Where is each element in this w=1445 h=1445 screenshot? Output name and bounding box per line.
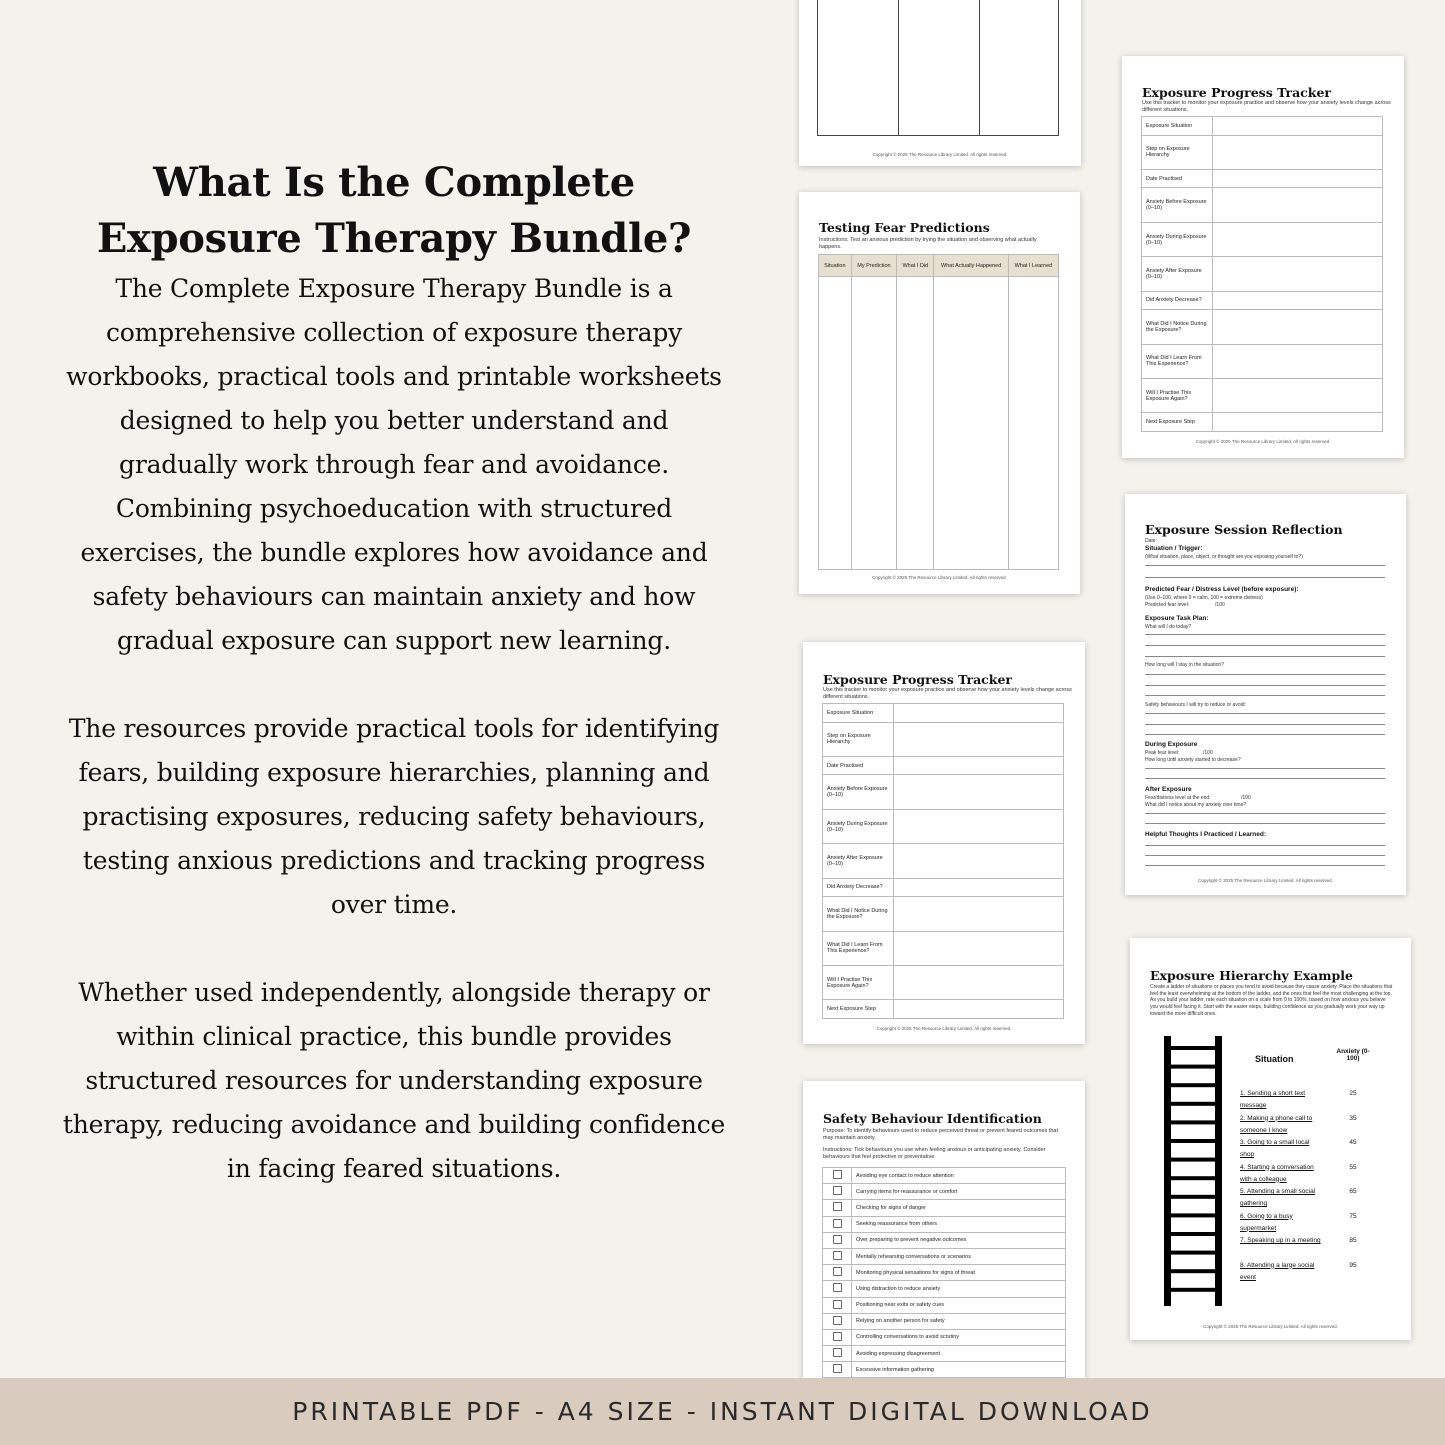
row-entry-cell[interactable]: [894, 897, 1064, 931]
row-entry-cell[interactable]: [894, 704, 1064, 723]
hierarchy-item-value: 75: [1349, 1212, 1357, 1220]
row-label: Did Anxiety Decrease?: [1142, 291, 1213, 310]
hierarchy-item-value: 45: [1349, 1139, 1357, 1146]
row-entry-cell[interactable]: [894, 844, 1064, 878]
row-entry-cell[interactable]: [894, 722, 1064, 756]
table-row: [823, 1313, 1066, 1329]
row-label: What Did I Learn From This Experience?: [1142, 344, 1213, 378]
table-cell[interactable]: [897, 277, 934, 570]
hierarchy-item-label: 4. Starting a conversation with a colleague: [1240, 1163, 1314, 1183]
table-row: [823, 722, 1064, 756]
during-label: During Exposure: [1145, 741, 1198, 748]
table-row: [1142, 135, 1383, 169]
copyright-text: Copyright © 2025 The Resource Library Limited. All rights reserved.: [1203, 1324, 1338, 1329]
behaviour-label: Excessive information gathering: [852, 1362, 1066, 1378]
row-label: Will I Practise This Exposure Again?: [1142, 378, 1213, 412]
copyright-text: Copyright © 2025 The Resource Library Limited. All rights reserved.: [1198, 878, 1333, 883]
worksheet-title: Exposure Hierarchy Example: [1150, 968, 1353, 983]
worksheet-partial-table: [799, 0, 1081, 166]
task-question: What will I do today?: [1145, 624, 1192, 630]
row-entry-cell[interactable]: [1213, 310, 1383, 344]
end-level-label: Fear/distress level at the end:: [1145, 795, 1211, 801]
checkbox[interactable]: [833, 1283, 842, 1292]
table-row: [823, 775, 1064, 809]
checkbox[interactable]: [833, 1316, 842, 1325]
table-row: [823, 1281, 1066, 1297]
safety-behaviour-table: [822, 1167, 1066, 1378]
checkbox[interactable]: [833, 1332, 842, 1341]
behaviour-label: Relying on another person for safety: [852, 1313, 1066, 1329]
column-header: Situation: [819, 255, 852, 277]
predicted-out-of: /100: [1215, 602, 1225, 608]
checkbox[interactable]: [833, 1219, 842, 1228]
table-row: [823, 1200, 1066, 1216]
hierarchy-item-label: 5. Attending a small social gathering: [1240, 1188, 1316, 1207]
table-row: [823, 1362, 1066, 1378]
table-row: [1142, 310, 1383, 344]
table-row: [1142, 188, 1383, 222]
ladder-icon: [1164, 1036, 1222, 1306]
worksheet-progress-tracker-middle: [803, 642, 1085, 1044]
worksheet-title: Exposure Progress Tracker: [823, 672, 1012, 687]
worksheet-subtitle: Use this tracker to monitor your exposure practice and observe how your anxiety levels change across different situations.: [823, 687, 1072, 700]
row-entry-cell[interactable]: [1213, 188, 1383, 222]
end-out-of: /100: [1241, 795, 1251, 801]
row-label: Date Practised: [823, 756, 894, 775]
row-entry-cell[interactable]: [1213, 135, 1383, 169]
table-cell[interactable]: [1008, 277, 1058, 570]
worksheet-hierarchy-example: [1130, 938, 1411, 1340]
after-label: After Exposure: [1145, 786, 1192, 793]
progress-tracker-table: [822, 703, 1064, 1019]
intro-section: [60, 155, 728, 1235]
hierarchy-item-value: 25: [1349, 1090, 1357, 1097]
row-entry-cell[interactable]: [1213, 413, 1383, 432]
worksheet-title: Exposure Session Reflection: [1145, 522, 1343, 537]
task-label: Exposure Task Plan:: [1145, 615, 1209, 622]
anxiety-column-header: Anxiety (0-100): [1336, 1048, 1370, 1062]
partial-table-frame: [817, 0, 1059, 136]
worksheet-title: Exposure Progress Tracker: [1142, 85, 1331, 100]
hierarchy-item-value: 65: [1349, 1188, 1357, 1195]
behaviour-label: Avoiding eye contact to reduce attention: [852, 1168, 1066, 1184]
hierarchy-item-label: 7. Speaking up in a meeting: [1240, 1237, 1321, 1244]
worksheet-testing-fear-predictions: [799, 192, 1080, 594]
peak-out-of: /100: [1203, 750, 1213, 756]
safety-question: Safety behaviours I will try to reduce or avoid:: [1145, 702, 1246, 708]
footer-banner: PRINTABLE PDF - A4 SIZE - INSTANT DIGITAL DOWNLOAD: [0, 1378, 1445, 1445]
table-row: [823, 844, 1064, 878]
hierarchy-item-label: 3. Going to a small local shop: [1240, 1139, 1310, 1158]
row-entry-cell[interactable]: [894, 756, 1064, 775]
behaviour-label: Using distraction to reduce anxiety: [852, 1281, 1066, 1297]
copyright-text: Copyright © 2025 The Resource Library Limited. All rights reserved.: [876, 1026, 1012, 1031]
predicted-level-label: Predicted fear level:: [1145, 602, 1190, 608]
row-label: What Did I Notice During the Exposure?: [823, 897, 894, 931]
copyright-text: Copyright © 2025 The Resource Library Limited. All rights reserved.: [872, 575, 1007, 580]
row-label: Anxiety Before Exposure (0–10): [823, 775, 894, 809]
predicted-label: Predicted Fear / Distress Level (before exposure):: [1145, 586, 1299, 593]
helpful-label: Helpful Thoughts I Practiced / Learned:: [1145, 831, 1266, 838]
table-row: [1142, 344, 1383, 378]
hierarchy-item-label: 8. Attending a large social event: [1240, 1261, 1315, 1281]
row-entry-cell[interactable]: [1213, 117, 1383, 136]
behaviour-label: Positioning near exits or safety cues: [852, 1297, 1066, 1313]
predicted-hint: (Use 0–100, where 0 = calm, 100 = extreme distress): [1145, 595, 1263, 601]
row-entry-cell[interactable]: [1213, 169, 1383, 188]
table-row: [823, 1265, 1066, 1281]
table-row: [823, 1329, 1066, 1345]
intro-paragraph-2: The resources provide practical tools for identifying fears, building exposure hierarchies, planning and practising exposures, reducing safety behaviours, testing anxious predictions and tracking progress over time.: [68, 714, 720, 919]
checkbox[interactable]: [833, 1267, 842, 1276]
row-label: Anxiety Before Exposure (0–10): [1142, 188, 1213, 222]
row-label: Anxiety After Exposure (0–10): [1142, 257, 1213, 291]
row-label: What Did I Learn From This Experience?: [823, 931, 894, 965]
worksheet-safety-behaviour: [803, 1081, 1085, 1391]
copyright-text: Copyright © 2025 The Resource Library Limited. All rights reserved.: [1195, 439, 1331, 444]
column-header: What I Learned: [1008, 255, 1058, 277]
row-entry-cell[interactable]: [1213, 291, 1383, 310]
behaviour-label: Monitoring physical sensations for signs of threat: [852, 1265, 1066, 1281]
row-label: Exposure Situation: [823, 704, 894, 723]
table-row: [1142, 169, 1383, 188]
table-row: [823, 878, 1064, 897]
table-row: [823, 756, 1064, 775]
checkbox[interactable]: [833, 1202, 842, 1211]
worksheet-progress-tracker-right: [1122, 56, 1404, 458]
table-row: [1142, 378, 1383, 412]
page-title: What Is the Complete Exposure Therapy Bundle?: [96, 159, 692, 262]
row-label: Anxiety After Exposure (0–10): [823, 844, 894, 878]
table-cell[interactable]: [934, 277, 1008, 570]
table-row: [823, 1346, 1066, 1362]
row-label: Anxiety During Exposure (0–10): [823, 809, 894, 843]
table-row: [823, 1184, 1066, 1200]
column-header: My Prediction: [851, 255, 897, 277]
row-entry-cell[interactable]: [1213, 344, 1383, 378]
intro-paragraph-3: Whether used independently, alongside therapy or within clinical practice, this bundle provides structured resources for understanding exposure therapy, reducing avoidance and building confidence in facing feared situations.: [62, 978, 726, 1183]
row-entry-cell[interactable]: [894, 775, 1064, 809]
checkbox[interactable]: [833, 1300, 842, 1309]
checkbox[interactable]: [833, 1170, 842, 1179]
hierarchy-intro: Create a ladder of situations or places you tend to avoid because they cause anxiety. Place the situations that feel the least overwhelming at the bottom of the ladder, and the ones that feel the most challenging at the top. As you build your ladder, rate each situation on a scale from 0 to 100%, based on how anxious you believe you would feel facing it. Start with the easier steps, building confidence as you gradually work your way up toward the more difficult ones.: [1150, 984, 1393, 1017]
worksheet-subtitle: Use this tracker to monitor your exposure practice and observe how your anxiety levels change across different situations.: [1142, 100, 1391, 113]
hierarchy-item-value: 85: [1349, 1237, 1357, 1244]
table-row: [823, 1248, 1066, 1264]
row-entry-cell[interactable]: [894, 809, 1064, 843]
table-cell[interactable]: [819, 277, 852, 570]
row-label: Did Anxiety Decrease?: [823, 878, 894, 897]
worksheet-session-reflection: [1125, 494, 1406, 895]
hierarchy-item-label: 6. Going to a busy supermarket: [1240, 1212, 1293, 1232]
situation-hint: (What situation, place, object, or thought are you exposing yourself to?): [1145, 554, 1303, 560]
hierarchy-item-label: 1. Sending a short text message: [1240, 1090, 1306, 1109]
checkbox[interactable]: [833, 1186, 842, 1195]
situation-label: Situation / Trigger:: [1145, 545, 1203, 552]
row-label: What Did I Notice During the Exposure?: [1142, 310, 1213, 344]
table-row: [1142, 291, 1383, 310]
table-row: [823, 1216, 1066, 1232]
column-header: What I Did: [897, 255, 934, 277]
row-entry-cell[interactable]: [894, 1000, 1064, 1019]
notice-question: What did I notice about my anxiety over time?: [1145, 802, 1247, 808]
row-label: Step on Exposure Hierarchy: [1142, 135, 1213, 169]
row-entry-cell[interactable]: [894, 931, 1064, 965]
worksheet-title: Safety Behaviour Identification: [823, 1111, 1042, 1126]
row-label: Date Practised: [1142, 169, 1213, 188]
hierarchy-item-value: 95: [1349, 1261, 1357, 1269]
behaviour-label: Over preparing to prevent negative outcomes: [852, 1232, 1066, 1248]
hierarchy-item-value: 35: [1349, 1114, 1357, 1122]
row-entry-cell[interactable]: [1213, 257, 1383, 291]
row-entry-cell[interactable]: [894, 965, 1064, 999]
date-label: Date:: [1145, 538, 1157, 544]
hierarchy-item-value: 55: [1349, 1163, 1357, 1171]
column-header: What Actually Happened: [934, 255, 1008, 277]
table-row: [823, 1168, 1066, 1184]
row-label: Next Exposure Step: [1142, 413, 1213, 432]
safety-purpose: Purpose: To identify behaviours used to reduce perceived threat or prevent feared outcomes that may maintain anxiety.: [823, 1128, 1059, 1141]
hierarchy-item-label: 2. Making a phone call to someone I know: [1240, 1114, 1313, 1134]
row-entry-cell[interactable]: [894, 878, 1064, 897]
table-row: [823, 704, 1064, 723]
behaviour-label: Avoiding expressing disagreement: [852, 1346, 1066, 1362]
table-row: [1142, 257, 1383, 291]
peak-question: How long until anxiety started to decrease?: [1145, 757, 1241, 763]
row-label: Anxiety During Exposure (0–10): [1142, 222, 1213, 256]
table-row: [823, 965, 1064, 999]
table-row: [823, 809, 1064, 843]
behaviour-label: Carrying items for reassurance or comfort: [852, 1184, 1066, 1200]
row-entry-cell[interactable]: [1213, 222, 1383, 256]
worksheet-title: Testing Fear Predictions: [819, 220, 990, 235]
table-row: [823, 931, 1064, 965]
table-row: [823, 1297, 1066, 1313]
checkbox[interactable]: [833, 1235, 842, 1244]
behaviour-label: Seeking reassurance from others: [852, 1216, 1066, 1232]
fear-predictions-table: [818, 254, 1059, 570]
behaviour-label: Controlling conversations to avoid scrutiny: [852, 1329, 1066, 1345]
table-row: [1142, 222, 1383, 256]
table-row: [1142, 413, 1383, 432]
stay-question: How long will I stay in the situation?: [1145, 662, 1224, 668]
table-cell[interactable]: [851, 277, 897, 570]
intro-paragraph-1: The Complete Exposure Therapy Bundle is a comprehensive collection of exposure therapy workbooks, practical tools and printable worksheets designed to help you better understand and gradually work through fear and avoidance. Combining psychoeducation with structured exercises, the bundle explores how avoidance and safety behaviours can maintain anxiety and how gradual exposure can support new learning.: [66, 274, 722, 655]
copyright-text: Copyright © 2025 The Resource Library Limited. All rights reserved.: [872, 152, 1008, 157]
checkbox[interactable]: [833, 1364, 842, 1373]
peak-level-label: Peak fear level:: [1145, 750, 1180, 756]
behaviour-label: Mentally rehearsing conversations or scenarios: [852, 1248, 1066, 1264]
row-entry-cell[interactable]: [1213, 378, 1383, 412]
table-row: [823, 1232, 1066, 1248]
table-row: [1142, 117, 1383, 136]
checkbox[interactable]: [833, 1348, 842, 1357]
row-label: Step on Exposure Hierarchy: [823, 722, 894, 756]
row-label: Exposure Situation: [1142, 117, 1213, 136]
table-row: [823, 1000, 1064, 1019]
situation-column-header: Situation: [1255, 1054, 1294, 1064]
row-label: Next Exposure Step: [823, 1000, 894, 1019]
progress-tracker-table: [1141, 116, 1383, 432]
checkbox[interactable]: [833, 1251, 842, 1260]
behaviour-label: Checking for signs of danger: [852, 1200, 1066, 1216]
safety-instructions: Instructions: Tick behaviours you use when feeling anxious or anticipating anxiety. Consider behaviours that feel protective or preventative.: [823, 1147, 1046, 1160]
row-label: Will I Practise This Exposure Again?: [823, 965, 894, 999]
worksheet-instructions: Instructions: Test an anxious prediction by trying the situation and observing what actually happens.: [819, 237, 1037, 250]
table-row: [823, 897, 1064, 931]
